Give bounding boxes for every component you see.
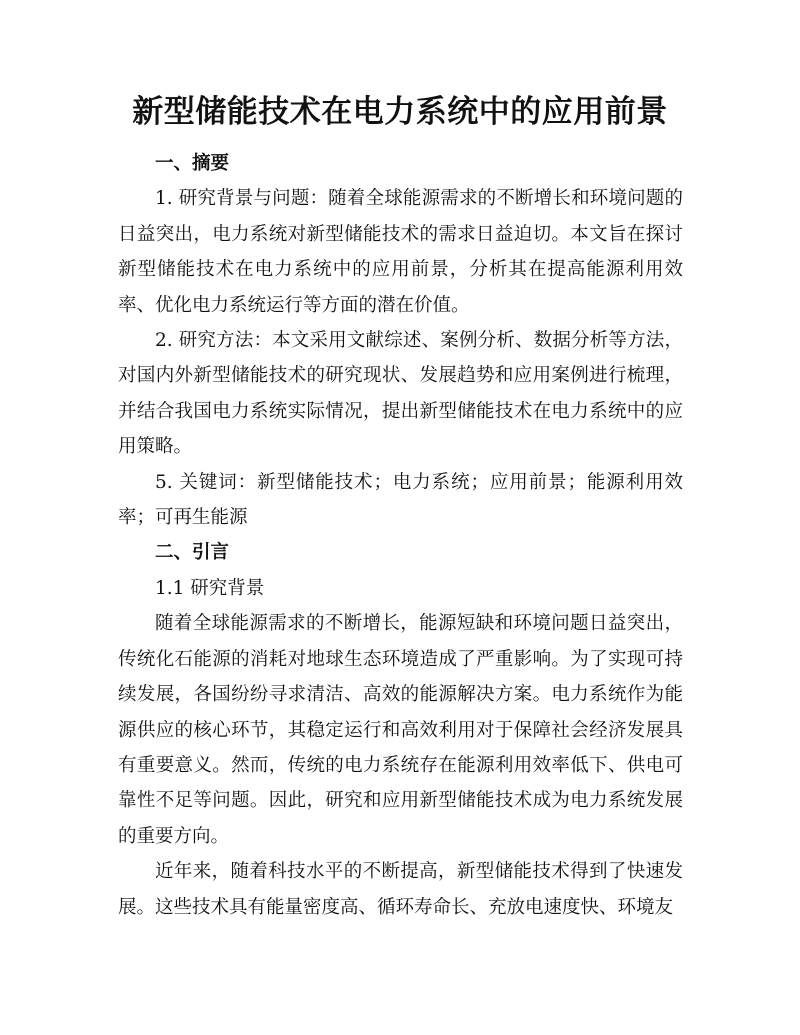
abstract-paragraph-keywords: 5. 关键词：新型储能技术；电力系统；应用前景；能源利用效率；可再生能源: [118, 471, 683, 529]
abstract-paragraph-methods: 2. 研究方法：本文采用文献综述、案例分析、数据分析等方法，对国内外新型储能技术的研究现状、发展趋势和应用案例进行梳理，并结合我国电力系统实际情况，提出新型储能技术在电力系统中的应用策略。: [118, 330, 683, 458]
introduction-paragraph-2: 近年来，随着科技水平的不断提高，新型储能技术得到了快速发展。这些技术具有能量密度高、循环寿命长、充放电速度快、环境友: [118, 861, 683, 918]
document-body: [118, 146, 683, 925]
introduction-paragraph-1: 随着全球能源需求的不断增长，能源短缺和环境问题日益突出，传统化石能源的消耗对地球生态环境造成了严重影响。为了实现可持续发展，各国纷纷寻求清洁、高效的能源解决方案。电力系统作为能源供应的核心环节，其稳定运行和高效利用对于保障社会经济发展具有重要意义。然而，传统的电力系统存在能源利用效率低下、供电可靠性不足等问题。因此，研究和应用新型储能技术成为电力系统发展的重要方向。: [118, 613, 683, 847]
abstract-heading: 一、摘要: [155, 153, 230, 174]
document-title: 新型储能技术在电力系统中的应用前景: [132, 94, 668, 130]
introduction-heading: 二、引言: [155, 542, 230, 564]
introduction-subheading-background: 1.1 研究背景: [155, 577, 265, 599]
abstract-paragraph-background: 1. 研究背景与问题：随着全球能源需求的不断增长和环境问题的日益突出，电力系统对新型储能技术的需求日益迫切。本文旨在探讨新型储能技术在电力系统中的应用前景，分析其在提高能源利用效率、优化电力系统运行等方面的潜在价值。: [118, 188, 683, 316]
